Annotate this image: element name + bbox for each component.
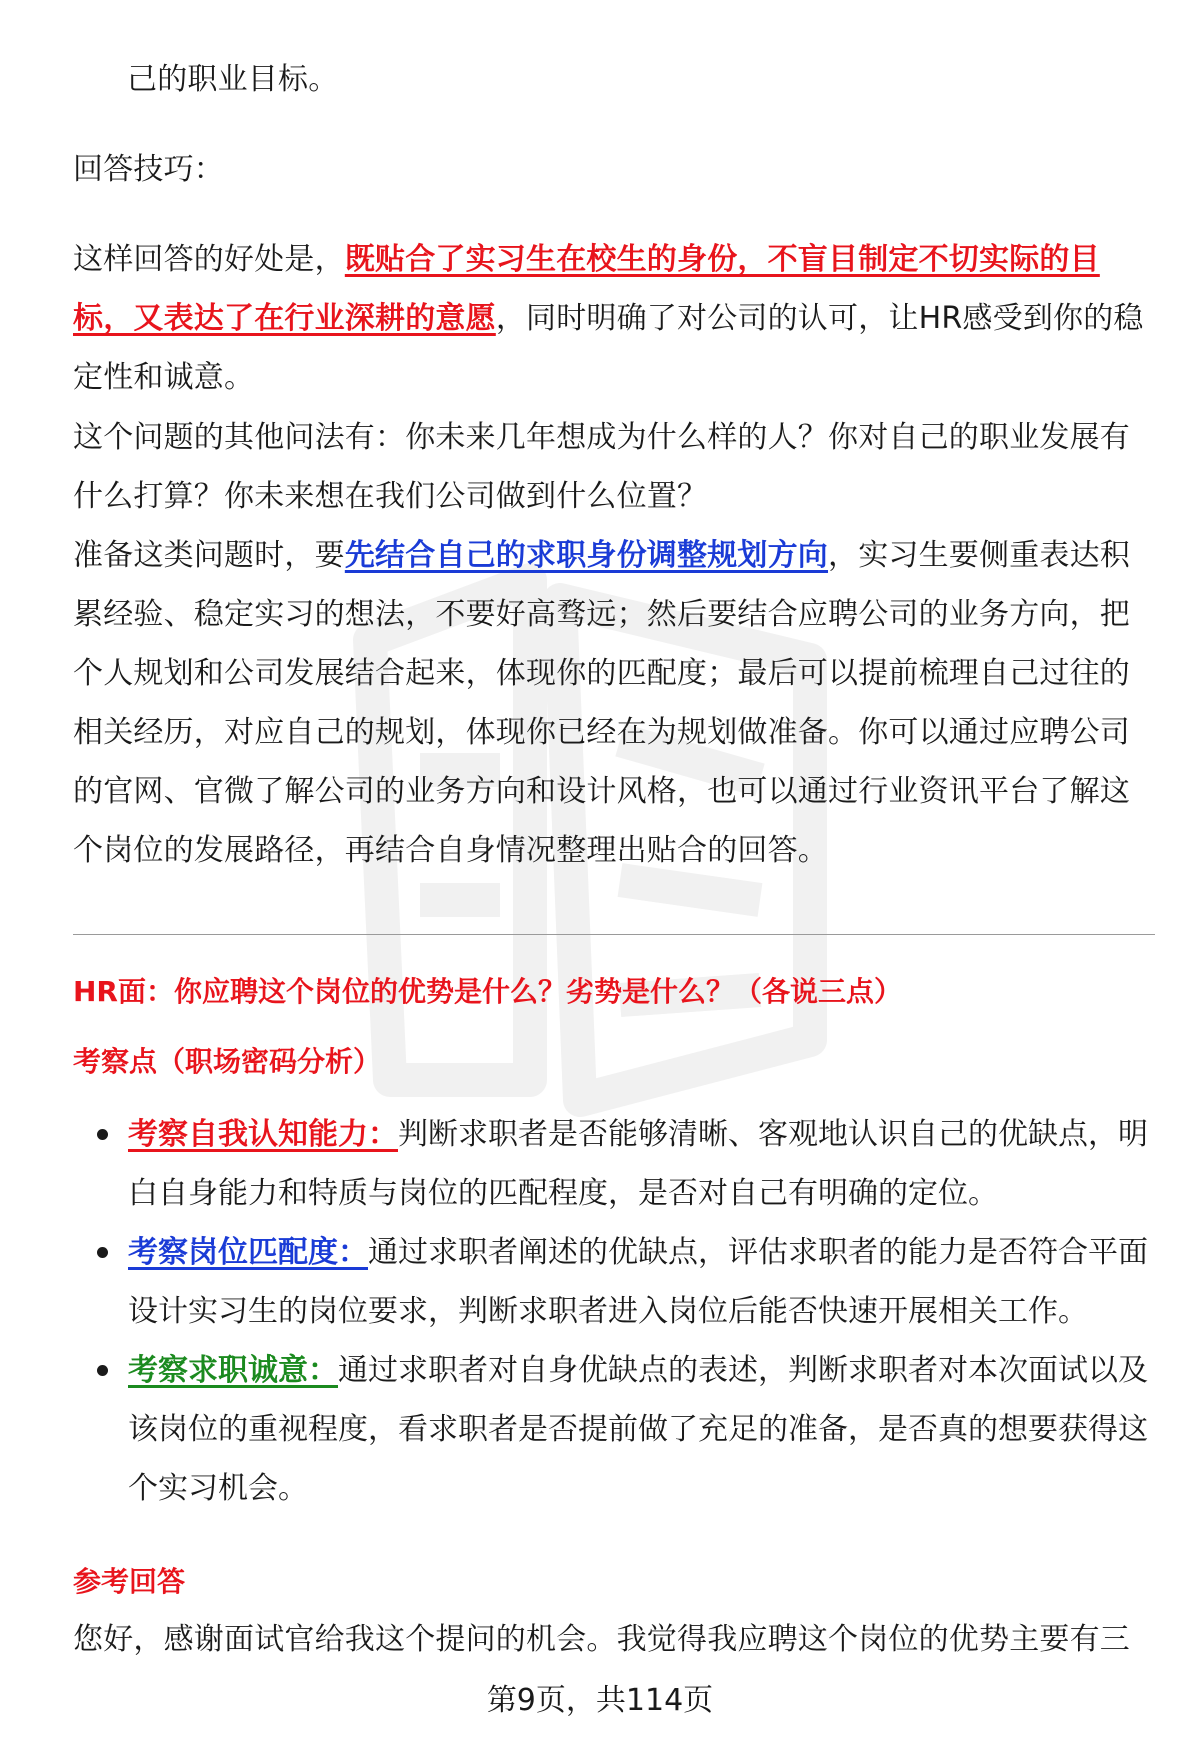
- points-heading: 考察点（职场密码分析）: [73, 1045, 382, 1078]
- bullet-dot: [97, 1247, 108, 1258]
- bullet-dot: [97, 1365, 108, 1376]
- point-label: 考察岗位匹配度：: [128, 1235, 368, 1270]
- tips-p3-lead: 准备这类问题时，要: [73, 538, 345, 573]
- point-text: 通过求职者对自身优缺点的表述，判断求职者对本次面试以及该岗位的重视程度，看求职者是否提前做了充足的准备，是否真的想要获得这个实习机会。: [128, 1353, 1148, 1506]
- tips-heading: 回答技巧：: [73, 152, 224, 187]
- bullet-dot: [97, 1129, 108, 1140]
- point-text: 判断求职者是否能够清晰、客观地认识自己的优缺点，明白自身能力和特质与岗位的匹配程度，是否对自己有明确的定位。: [128, 1117, 1148, 1211]
- tips-p1-tail: ，同时明确了对公司的认可，让HR感受到你的稳定性和诚意。: [73, 301, 1144, 395]
- continuation-line: 己的职业目标。: [127, 62, 339, 97]
- tips-paragraph-3: [73, 526, 1153, 880]
- tips-p1-lead: 这样回答的好处是，: [73, 242, 345, 277]
- page-footer: 第9页，共114页: [486, 1683, 714, 1718]
- list-item: [0, 1341, 1153, 1518]
- list-item: [0, 1105, 1153, 1223]
- answer-paragraph: 您好，感谢面试官给我这个提问的机会。我觉得我应聘这个岗位的优势主要有三: [73, 1622, 1130, 1657]
- tips-p3-highlight: 先结合自己的求职身份调整规划方向: [344, 538, 829, 573]
- points-list: [0, 1105, 1200, 1518]
- point-label: 考察求职诚意：: [128, 1353, 338, 1388]
- tips-paragraph-1: [73, 230, 1153, 407]
- point-label: 考察自我认知能力：: [128, 1117, 398, 1152]
- tips-p1-highlight: 既贴合了实习生在校生的身份，不盲目制定不切实际的目标，又表达了在行业深耕的意愿: [73, 242, 1100, 336]
- list-item: [0, 1223, 1153, 1341]
- section-divider: [73, 934, 1155, 935]
- question-title: HR面：你应聘这个岗位的优势是什么？劣势是什么？（各说三点）: [73, 975, 902, 1008]
- tips-p3-tail: ，实习生要侧重表达积累经验、稳定实习的想法，不要好高骛远；然后要结合应聘公司的业务方向，把个人规划和公司发展结合起来，体现你的匹配度；最后可以提前梳理自己过往的相关经历，对应自己的规划，体现你已经在为规划做准备。你可以通过应聘公司的官网、官微了解公司的业务方向和设计风格，也可以通过行业资讯平台了解这个岗位的发展路径，再结合自身情况整理出贴合的回答。: [73, 538, 1131, 868]
- point-text: 通过求职者阐述的优缺点，评估求职者的能力是否符合平面设计实习生的岗位要求，判断求职者进入岗位后能否快速开展相关工作。: [128, 1235, 1148, 1329]
- tips-paragraph-2: 这个问题的其他问法有：你未来几年想成为什么样的人？你对自己的职业发展有什么打算？你未来想在我们公司做到什么位置？: [73, 420, 1130, 514]
- answer-heading: 参考回答: [73, 1565, 186, 1598]
